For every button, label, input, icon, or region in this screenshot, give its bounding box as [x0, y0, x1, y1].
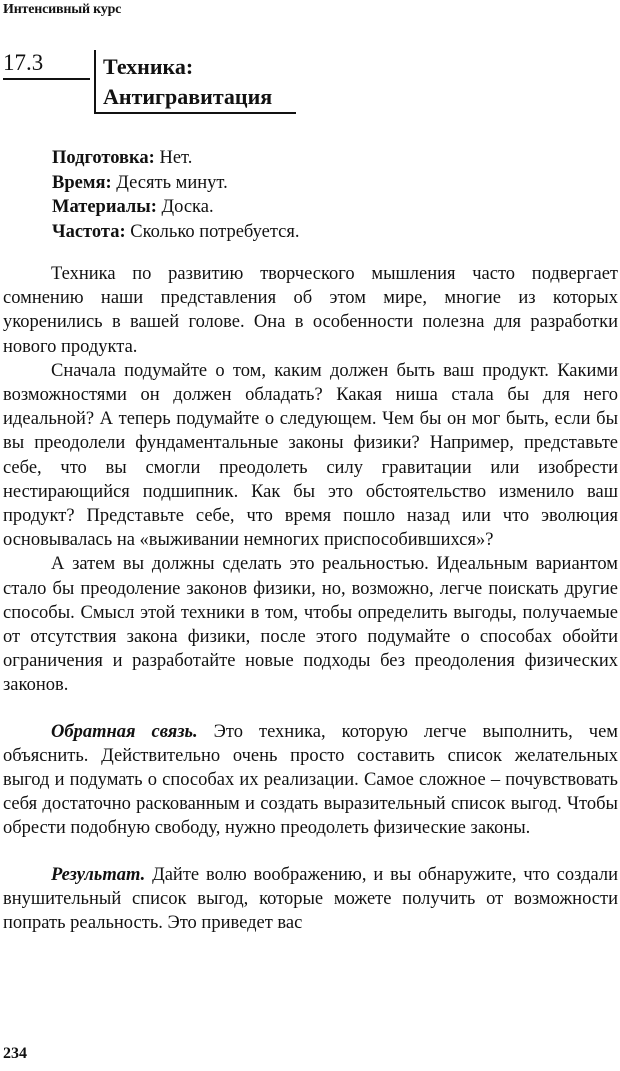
technique-meta: [52, 146, 300, 244]
meta-value: Доска.: [156, 197, 214, 217]
meta-value: Сколько потребуется.: [125, 221, 300, 242]
section-title-underline: [94, 112, 296, 114]
section-title: [103, 52, 272, 112]
meta-label: Подготовка:: [52, 148, 155, 168]
meta-time: [52, 171, 300, 196]
meta-label: Частота:: [52, 221, 126, 242]
page-number: 234: [3, 1045, 27, 1062]
meta-materials: [52, 195, 300, 220]
meta-value: Десять минут.: [111, 172, 228, 193]
section-title-line-1: Техника:: [103, 54, 194, 79]
meta-label: Время:: [52, 172, 112, 193]
meta-preparation: [52, 146, 300, 171]
result-text: Дайте волю воображению, и вы обнаружите, что создали внушительный список выгод, которые можете получить от возможности попрать реальность. Это приведет вас: [3, 864, 618, 934]
paragraph: А затем вы должны сделать это реальностью. Идеальным вариантом стало бы преодоление законов физики, но, возможно, легче поискать другие способы. Смысл этой техники в том, чтобы определить выгоды, получаемые от отсутствия закона физики, после этого подумайте о способах обойти ограничения и разработайте новые подходы без преодоления физических законов.: [3, 554, 618, 696]
section-title-line-2: Антигравитация: [103, 84, 273, 109]
meta-label: Материалы:: [52, 197, 157, 217]
result-paragraph: [3, 863, 618, 936]
running-head: Интенсивный курс: [3, 2, 122, 17]
result-label: Результат.: [51, 864, 146, 885]
meta-frequency: [52, 220, 300, 245]
paragraph: Техника по развитию творческого мышления часто подвергает сомнению наши представления об этом мире, многие из которых укоренились в вашей голове. Она в особенности полезна для разработки нового продукта.: [3, 264, 618, 357]
feedback-label: Обратная связь.: [51, 721, 198, 742]
body-text: [3, 262, 618, 935]
feedback-paragraph: [3, 720, 618, 841]
meta-value: Нет.: [154, 148, 193, 168]
feedback-text: Это техника, которую легче выполнить, чем объяснить. Действительно очень просто составить список желательных выгод и подумать о способах их реализации. Самое сложное – почувствовать себя достаточно раскованным и создать выразительный список выгод. Чтобы обрести подобную свободу, нужно преодолеть физические законы.: [3, 721, 618, 839]
section-divider: [94, 50, 96, 114]
paragraph: Сначала подумайте о том, каким должен быть ваш продукт. Какими возможностями он должен обладать? Какая ниша стала бы для него идеальной? А теперь подумайте о следующем. Чем бы он мог быть, если бы вы преодолели фундаментальные законы физики? Например, представьте себе, что вы смогли преодолеть силу гравитации или изобрести нестирающийся подшипник. Как бы это обстоятельство изменило ваш продукт? Представьте себе, что время пошло назад или что эволюция основывалась на «выживании немногих приспособившихся»?: [3, 360, 618, 551]
section-number: 17.3: [3, 50, 90, 80]
